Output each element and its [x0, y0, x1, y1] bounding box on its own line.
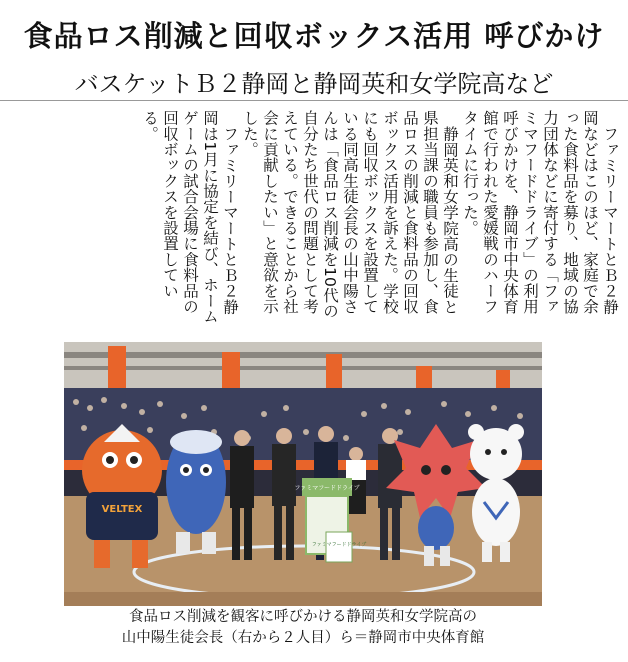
article-paragraph: 静岡英和女学院高の生徒と県担当課の職員も参加し、食品ロスの削減と食料品の回収ボックス活用を訴えた。学校にも回収ボックスを設置している同高生徒会長の山中陽さんは「食品ロス削減を10代の自分たち世代の問題として考えている。できることから社会に貢献したい」と意欲を示した。 — [241, 110, 459, 319]
caption-line: 食品ロス削減を観客に呼びかける静岡英和女学院高の — [129, 609, 477, 625]
caption-line: 山中陽生徒会長（右から２人目）ら＝静岡市中央体育館 — [121, 630, 485, 646]
box-top-text: ファミマフードドライブ — [294, 485, 360, 492]
box-sign-text: ファミマフードドライブ — [311, 542, 367, 548]
article-body — [8, 110, 620, 328]
top-divider — [0, 100, 628, 101]
photo-illustration — [64, 342, 542, 606]
article-paragraph: ファミリーマートとＢ２静岡などはこのほど、家庭で余った食料品を募り、地域の協力団体などに寄付する「ファミマフードドライブ」の利用呼びかけを、静岡市中央体育館で行われた愛媛戦のハーフタイムに行った。 — [461, 110, 619, 315]
mascot-jersey-text: VELTEX — [101, 504, 143, 515]
photo-caption — [64, 607, 542, 649]
subheadline: バスケットＢ２静岡と静岡英和女学院高など — [74, 70, 554, 98]
news-photo — [64, 342, 542, 606]
headline: 食品ロス削減と回収ボックス活用 呼びかけ — [23, 19, 605, 53]
article-paragraph: ファミリーマートとＢ２静岡は1月に協定を結び、ホームゲームの試合会場に食料品の回収ボックスを設置している。 — [141, 110, 239, 325]
